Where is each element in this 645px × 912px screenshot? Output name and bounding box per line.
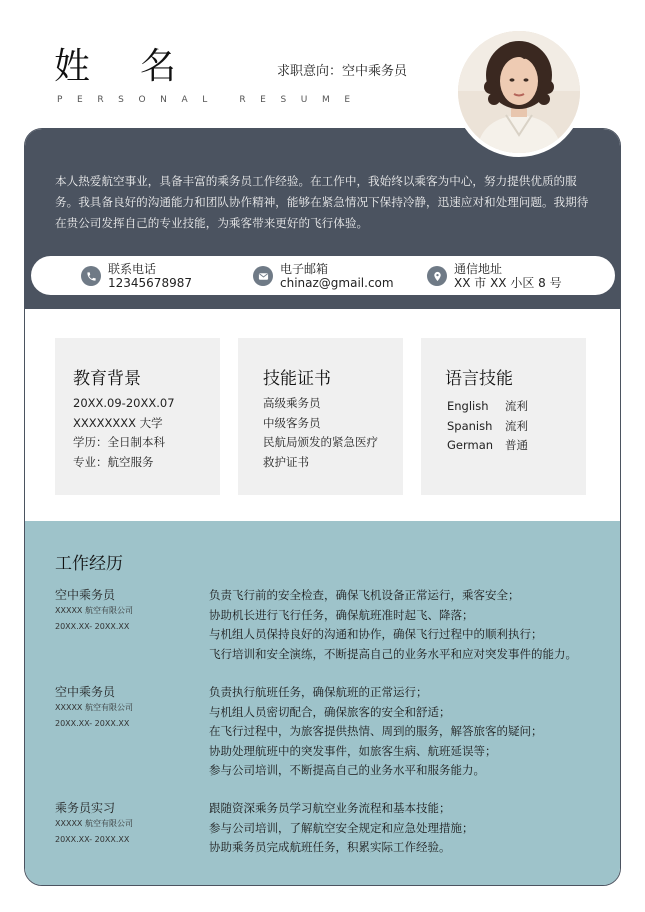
- education-item: 学历：全日制本科: [73, 435, 165, 449]
- education-box: [55, 338, 220, 495]
- language-name: German: [447, 438, 494, 452]
- job-duty: 在飞行过程中，为旅客提供热情、周到的服务，解答旅客的疑问；: [209, 724, 543, 738]
- contact-email-label: 电子邮箱: [280, 262, 329, 276]
- job-duty: 负责执行航班任务，确保航班的正常运行；: [209, 685, 428, 699]
- job-duties: [209, 586, 609, 664]
- job-dates: 20XX.XX- 20XX.XX: [55, 622, 130, 631]
- work-experience-title: 工作经历: [55, 554, 123, 574]
- job-duty: 参与公司培训，不断提高自己的业务水平和服务能力。: [209, 763, 485, 777]
- job-duty: 参与公司培训，了解航空安全规定和应急处理措施；: [209, 820, 474, 835]
- education-item: 专业：航空服务: [73, 454, 154, 469]
- contact-phone: [81, 262, 192, 290]
- job-duty: 与机组人员密切配合，确保旅客的安全和舒适；: [209, 704, 451, 719]
- job-duty: 协助机长进行飞行任务，确保航班准时起飞、降落；: [209, 607, 474, 622]
- summary-band: [25, 129, 620, 309]
- certificates-title: 技能证书: [263, 369, 331, 389]
- job-duty: 负责飞行前的安全检查，确保飞机设备正常运行，乘客安全；: [209, 588, 520, 602]
- languages-title: 语言技能: [445, 369, 513, 389]
- job-company: XXXXX 航空有限公司: [55, 819, 133, 828]
- job-duty: 协助乘务员完成航班任务，积累实际工作经验。: [209, 840, 451, 854]
- job-duty: 协助处理航班中的突发事件，如旅客生病、航班延误等；: [209, 743, 497, 758]
- language-name: Spanish: [447, 418, 493, 433]
- resume-card: [24, 128, 621, 886]
- contact-phone-value: 12345678987: [108, 276, 192, 290]
- portrait-illustration: [458, 31, 580, 153]
- job-dates: 20XX.XX- 20XX.XX: [55, 835, 130, 844]
- job-role: 空中乘务员: [55, 685, 116, 699]
- job-company: XXXXX 航空有限公司: [55, 703, 133, 712]
- education-item: XXXXXXXX 大学: [73, 415, 163, 430]
- language-level: 流利: [505, 418, 528, 433]
- resume-name: [54, 38, 176, 89]
- language-row: [447, 436, 528, 456]
- job-objective: 求职意向：空中乘务员: [277, 64, 408, 79]
- certificate-item: 民航局颁发的紧急医疗: [263, 435, 378, 449]
- job-dates: 20XX.XX- 20XX.XX: [55, 719, 130, 728]
- languages-box: [421, 338, 586, 495]
- profile-photo-frame: [454, 27, 584, 157]
- contact-phone-label: 联系电话: [108, 262, 157, 276]
- job-role: 空中乘务员: [55, 588, 116, 602]
- language-name: English: [447, 399, 489, 413]
- education-item: 20XX.09-20XX.07: [73, 396, 175, 410]
- work-experience-section: [25, 521, 620, 886]
- education-title: 教育背景: [73, 369, 141, 389]
- contact-email: [253, 262, 394, 290]
- name-second-char: 名: [140, 46, 177, 87]
- contact-address-value: XX 市 XX 小区 8 号: [454, 276, 562, 290]
- phone-icon: [81, 266, 101, 286]
- job-company: XXXXX 航空有限公司: [55, 606, 133, 615]
- profile-photo: [458, 31, 580, 153]
- email-icon: [253, 266, 273, 286]
- language-level: 流利: [505, 399, 528, 413]
- job-role: 乘务员实习: [55, 801, 116, 815]
- certificate-item: 中级客务员: [263, 415, 321, 430]
- location-icon: [427, 266, 447, 286]
- language-row: [447, 397, 528, 417]
- certificate-item: 高级乘务员: [263, 396, 321, 410]
- certificates-box: [238, 338, 403, 495]
- name-first-char: 姓: [54, 46, 91, 87]
- job-duty: 与机组人员保持良好的沟通和协作，确保飞行过程中的顺利执行；: [209, 627, 543, 641]
- job-duties: [209, 799, 609, 858]
- job-duty: 飞行培训和安全演练，不断提高自己的业务水平和应对突发事件的能力。: [209, 646, 577, 661]
- job-duty: 跟随资深乘务员学习航空业务流程和基本技能；: [209, 801, 451, 815]
- contact-address-label: 通信地址: [454, 262, 503, 276]
- self-summary: 本人热爱航空事业，具备丰富的乘务员工作经验。在工作中，我始终以乘客为中心，努力提供优质的服务。我具备良好的沟通能力和团队协作精神，能够在紧急情况下保持冷静，迅速应对和处理问题。我期待在贵公司发挥自己的专业技能，为乘客带来更好的飞行体验。: [55, 174, 589, 230]
- contact-email-value: chinaz@gmail.com: [280, 276, 394, 290]
- certificate-item: 救护证书: [263, 454, 309, 469]
- language-level: 普通: [505, 438, 528, 452]
- personal-resume-subtitle: PERSONAL RESUME: [57, 95, 365, 105]
- contact-bar: [31, 256, 615, 295]
- info-boxes: [25, 309, 620, 521]
- language-row: [447, 417, 528, 437]
- job-duties: [209, 683, 609, 781]
- contact-address: [427, 262, 562, 290]
